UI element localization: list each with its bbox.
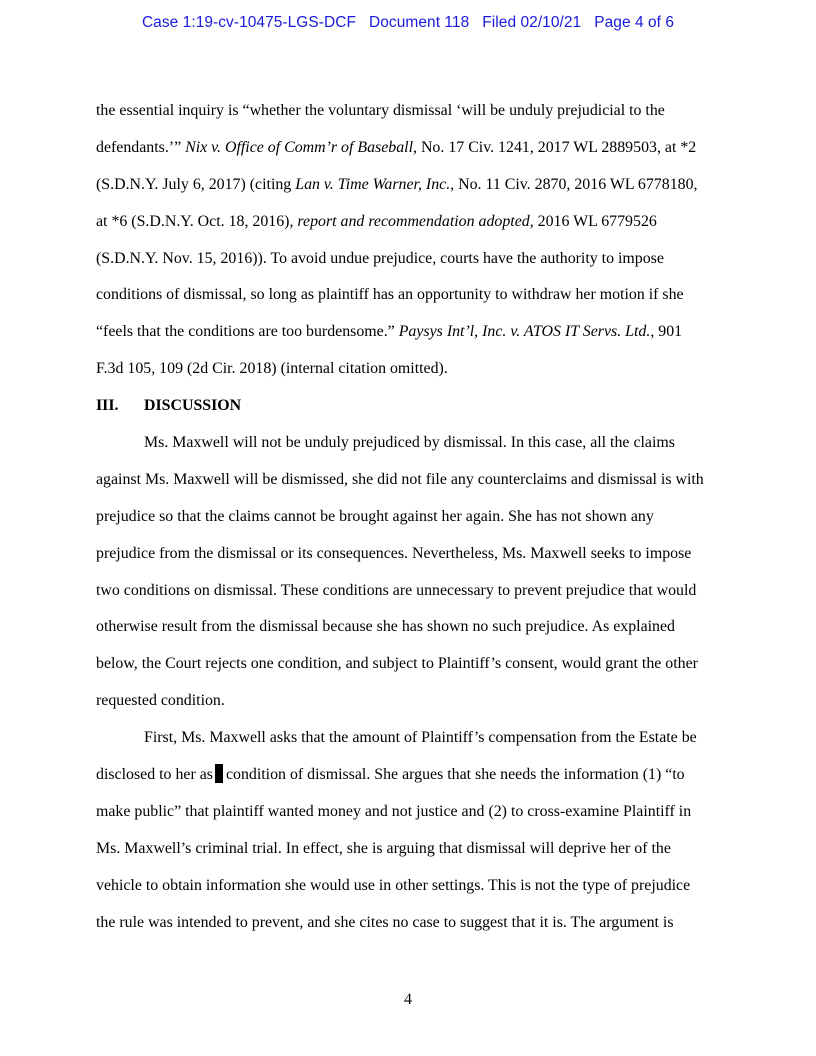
text-line [96,314,726,351]
case-citation-paysys: Paysys Int’l, Inc. v. ATOS IT Servs. Ltd. [398,323,651,341]
text-span: “feels that the conditions are too burdensome.” [96,323,399,341]
text-line: conditions of dismissal, so long as plaintiff has an opportunity to withdraw her motion if she [96,286,684,304]
case-citation-lan: Lan v. Time Warner, Inc. [295,175,451,193]
redaction-block [215,764,223,783]
text-span: , 2016 WL 6779526 [529,212,657,230]
paragraph-first-condition [96,720,726,941]
text-line: below, the Court rejects one condition, and subject to Plaintiff’s consent, would grant the other [96,655,698,673]
text-span: , No. 11 Civ. 2870, 2016 WL 6778180, [450,175,698,193]
page-number: 4 [404,991,412,1008]
case-number: Case 1:19-cv-10475-LGS-DCF [141,14,357,31]
text-line: two conditions on dismissal. These conditions are unnecessary to prevent prejudice that would [96,581,697,599]
text-line: the rule was intended to prevent, and she cites no case to suggest that it is. The argument is [96,913,674,931]
text-line: prejudice so that the claims cannot be brought against her again. She has not shown any [96,507,654,525]
document-number: Document 118 [369,14,470,31]
text-line: (S.D.N.Y. Nov. 15, 2016)). To avoid undue prejudice, courts have the authority to impose [96,249,664,267]
text-line: F.3d 105, 109 (2d Cir. 2018) (internal citation omitted). [96,360,448,378]
paragraph-discussion-intro [96,425,726,720]
text-line [96,757,726,794]
text-span: disclosed to her as [96,766,213,784]
text-line [96,130,726,167]
text-line: against Ms. Maxwell will be dismissed, she did not file any counterclaims and dismissal is with [96,470,704,488]
text-span: at *6 (S.D.N.Y. Oct. 18, 2016), [96,212,298,230]
text-line: prejudice from the dismissal or its consequences. Nevertheless, Ms. Maxwell seeks to impose [96,544,692,562]
text-span: , No. 17 Civ. 1241, 2017 WL 2889503, at *2 [413,138,697,156]
paragraph-legal-standard [96,93,726,388]
text-line: First, Ms. Maxwell asks that the amount of Plaintiff’s compensation from the Estate be [144,729,697,747]
text-span: , 901 [650,323,683,341]
section-title: DISCUSSION [144,397,242,415]
section-heading [96,388,726,425]
text-span: condition of dismissal. She argues that she needs the information (1) “to [225,766,685,784]
text-line: requested condition. [96,692,225,710]
text-span: defendants.’” [96,138,186,156]
filed-date: Filed 02/10/21 [482,14,582,31]
text-line: Ms. Maxwell will not be unduly prejudiced by dismissal. In this case, all the claims [144,434,675,452]
text-line: make public” that plaintiff wanted money and not justice and (2) to cross-examine Plaintiff in [96,802,692,820]
page-indicator: Page 4 of 6 [594,14,675,31]
text-line: vehicle to obtain information she would use in other settings. This is not the type of prejudice [96,876,691,894]
text-line: otherwise result from the dismissal because she has shown no such prejudice. As explained [96,618,675,636]
case-citation-nix: Nix v. Office of Comm’r of Baseball [185,138,414,156]
ecf-filing-header [0,14,816,32]
document-body [96,93,726,941]
text-line: Ms. Maxwell’s criminal trial. In effect, she is arguing that dismissal will deprive her of the [96,839,671,857]
text-line [96,167,726,204]
citation-signal-italic: report and recommendation adopted [297,212,530,230]
text-line [96,204,726,241]
section-number: III. [96,397,119,415]
text-span: (S.D.N.Y. July 6, 2017) (citing [96,175,296,193]
text-line: the essential inquiry is “whether the voluntary dismissal ‘will be unduly prejudicial to the [96,102,665,119]
